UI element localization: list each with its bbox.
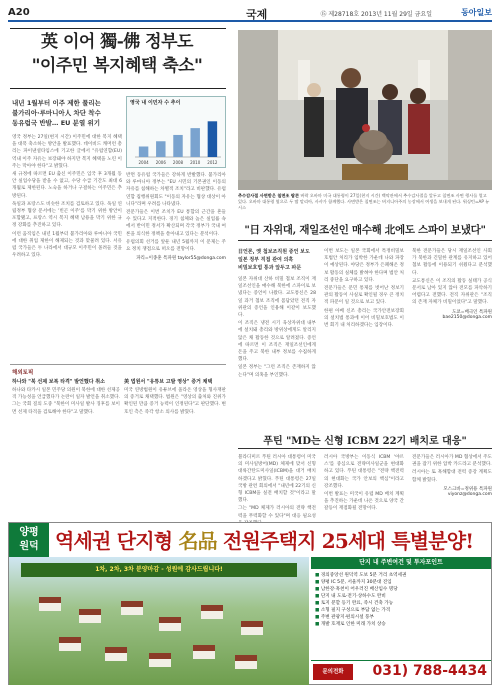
ad-title <box>55 525 487 555</box>
paragraph: 전문가들은 이번 조치가 EU 통합의 근간을 흔들 수 있다고 지적한다. 경기 침체와 높은 실업률 속에서 반이민 정서가 확산되며 각국 정부가 국내 여론을 의식한 정책을 쏟아내고 있다는 분석이다. <box>126 210 226 237</box>
paragraph: 전문가들은 문민 통제를 벗어난 정보기관의 활동이 사실로 확인될 경우 큰 정치적 파문이 일 것으로 보고 있다. <box>324 286 404 306</box>
paragraph: 이번 발표는 미국이 유럽 MD 배치 계획을 추진하는 가운데 나온 것으로 양국 간 갈등이 재점화될 전망이다. <box>324 492 404 512</box>
house-icon <box>39 597 61 611</box>
house-icon <box>105 647 127 661</box>
article2-col2 <box>324 248 404 426</box>
brief-headline: 美 법원서 "유튜브 고발 영상" 증거 채택 <box>124 379 213 385</box>
chart-tick-label: 2004 <box>138 160 149 165</box>
section-title: 국제 <box>246 8 268 21</box>
ad-badge: 양평 원덕 <box>9 523 49 557</box>
house-icon <box>235 655 257 669</box>
house-icon <box>149 653 171 667</box>
photo-image <box>238 30 492 190</box>
article2-col3 <box>412 248 492 426</box>
chart-bar <box>173 135 182 157</box>
byline: 도쿄=배극인 특파원 bae2150@donga.com <box>442 309 492 320</box>
list-item: ■ 양평 IC 5분, 서울까지 30분대 진입 <box>315 579 487 586</box>
house-icon <box>241 621 263 635</box>
divider <box>238 240 492 241</box>
paragraph: 영국 정부는 27일(현지 시간) 이주민에 대한 복지 혜택을 대폭 축소하는 방안을 발표했다. 데이비드 캐머런 총리는 파이낸셜타임스에 기고한 글에서 "유럽연합(EU) 역내 이주 자유는 보장돼야 하지만 복지 혜택을 노린 이주는 막아야 한다"고 밝혔다. <box>12 135 122 169</box>
ad-title-part: 전원주택지 25세대 특별분양! <box>216 529 474 553</box>
article3-col2 <box>324 454 404 516</box>
paragraph: 이 조직은 냉전 시기 육상자위대 내부에 설치돼 총리와 방위상에게도 알리지 않은 채 활동한 것으로 알려졌다. 증언에 따르면 이 조직은 재일조선인에게 돈을 주고 북한 내부 정보를 수집하게 했다. <box>238 321 316 363</box>
article2-col1 <box>238 276 316 426</box>
list-item: ■ 단지 내 도로·전기·상하수도 완비 <box>315 593 487 600</box>
list-item: ■ 남한강·흑천이 어우러진 배산임수 명당 <box>315 586 487 593</box>
paragraph: 일본 정부는 "그런 조직은 존재하지 않는다"며 의혹을 부인했다. <box>238 365 316 378</box>
paragraph: 이런 움직임은 내년 1월부터 불가리아와 루마니아 국민에 대한 취업 제한이 해제되는 것과 맞물려 있다. 서유럽 국가들은 두 나라에서 대규모 이주민이 몰려들 것을 우려하고 있다. <box>12 231 122 259</box>
contact-label: 문의전화 <box>313 664 353 680</box>
paragraph: 북한 전문가들은 당시 재일조선인 사회가 북한과 긴밀한 관계를 유지하고 있어 첩보 활동에 이용되기 쉬웠다고 분석했다. <box>412 249 492 276</box>
brief-section-title: 해외토픽 <box>12 370 34 376</box>
subhead-line: 일본 정부 직접 관여 의혹 <box>238 257 294 263</box>
house-icon <box>201 605 223 619</box>
caption-title: 추수감사절 사면받은 칠면조 팝콘 <box>238 193 300 198</box>
paragraph: 블라디미르 푸틴 러시아 대통령이 미국의 미사일방어(MD) 체제에 맞서 신형 대륙간탄도미사일(ICBM)을 대거 배치하겠다고 밝혔다. 푸틴 대통령은 27일 국방 관련 회의에서 "내년에 22기의 신형 ICBM을 실전 배치할 것"이라고 말했다. <box>238 455 316 504</box>
ad-scene-image <box>9 557 309 685</box>
caption-body: 버락 오바마 미국 대통령이 27일(현지 시간) 백악관에서 추수감사절을 앞두고 칠면조 사면 행사를 열고 있다. 오바마 대통령 옆으로 두 딸 말리아, 사샤가 함께했다. 사면받은 칠면조는 버지니아주의 농장에서 여생을 보내게 된다. 워싱턴=AP 뉴시스 <box>238 193 490 210</box>
chart-bar <box>190 128 199 157</box>
news-photo <box>238 30 492 190</box>
brief-item2 <box>124 378 226 514</box>
subhead-line: 내년 1월부터 이주 제한 풀리는 <box>12 99 101 107</box>
paragraph: 일본 자위대 산하 비밀 첩보 조직이 재일조선인을 매수해 북한에 스파이로 보냈다는 증언이 나왔다. 교도통신은 28일 과거 첩보 조직에 몸담았던 전직 자위관의 증언을 인용해 이같이 보도했다. <box>238 277 316 319</box>
chart-bar <box>156 141 165 157</box>
paragraph: 하나와 타카시 일본 민주당 의원이 북한에 대한 선제공격 가능성을 언급했다가 논란이 일자 발언을 취소했다. 그는 국회 질의 도중 "북한이 미사일 발사 징후를 보이면 선제 타격을 검토해야 한다"고 말했다. <box>12 388 120 415</box>
paragraph: 교도통신은 이 조직의 활동 실태가 공식 문서로 남아 있지 않아 전모를 파악하기 어렵다고 전했다. 전직 자위관은 "조직의 존재 자체가 비밀이었다"고 말했다. <box>412 278 492 306</box>
paragraph: 러시아 국방부는 이동식 ICBM '야르스'를 중심으로 전략미사일군을 현대화하고 있다. 푸틴 대통령은 "전략 핵전력의 현대화는 국가 안보의 핵심"이라고 강조했다. <box>324 455 404 489</box>
list-item: ■ 개발 호재로 인한 미래 가치 상승 <box>315 621 487 628</box>
ad-title-gold: 名品 <box>178 529 217 553</box>
chart-tick-label: 2008 <box>172 160 184 165</box>
house-icon <box>193 645 215 659</box>
ad-feature-list <box>311 569 491 631</box>
byline: 파리=이종훈 특파원 taylor55@donga.com <box>136 256 226 262</box>
subhead-line: 불가리아·루마니아人 차단 착수 <box>12 109 101 117</box>
list-item: ■ 주변 관광지·편의시설 풍부 <box>315 614 487 621</box>
ad-title-part: 역세권 단지형 <box>55 529 179 553</box>
article2-subhead <box>238 248 316 272</box>
immigration-chart <box>126 96 226 168</box>
ad-panel-title: 단지 내 주변여건 및 투자포인트 <box>311 557 491 569</box>
list-item: ■ 경의중앙선 원덕역 도보 5분 거리 초역세권 <box>315 572 487 579</box>
paragraph: 미국 연방법원이 유튜브에 올라온 영상을 형사재판의 증거로 채택했다. 법원은 "영상의 출처와 진위가 확인된 만큼 증거 능력이 인정된다"고 판단했다. 변호인 측은 즉각 항소 의사를 밝혔다. <box>124 388 226 415</box>
page-number: A20 <box>8 7 30 18</box>
chart-tick-label: 2010 <box>190 160 201 165</box>
paragraph: 유럽의회 선거를 앞둔 내년 5월까지 이 문제는 주요 정치 쟁점으로 떠오를 전망이다. <box>126 239 226 253</box>
paragraph: 이번 보도는 일본 국회에서 특정비밀보호법안 처리가 임박한 가운데 나와 파장이 예상된다. 야당은 정부가 은폐해온 정보 활동의 실체를 밝혀야 한다며 법안 처리 중단을 요구하고 있다. <box>324 249 404 283</box>
byline: 모스크바=정위용 특파원 viyonz@donga.com <box>443 486 492 497</box>
list-item: ■ 소형 필지 구성으로 부담 없는 가격 <box>315 607 487 614</box>
chart-bar <box>139 147 148 158</box>
main-headline-line1: 英 이어 獨-佛 정부도 <box>41 32 193 52</box>
brief-item1 <box>12 378 120 514</box>
divider <box>10 88 226 89</box>
article3-col1 <box>238 454 316 519</box>
divider <box>238 448 492 449</box>
list-item: ■ 토지 분할 등기 완료, 즉시 건축 가능 <box>315 600 487 607</box>
chart-bar <box>208 121 217 157</box>
article3-headline: 푸틴 "MD는 신형 ICBM 22기 배치로 대응" <box>263 436 467 447</box>
chart-title: 영국 내 이민자 수 추이 <box>130 100 181 106</box>
paragraph: 새 규정에 따르면 EU 출신 이주민은 입국 후 3개월 동안 실업수당을 받을 수 없고, 수당 수급 기간도 최대 6개월로 제한된다. 노숙을 하거나 구걸하는 이주민은 추방된다. <box>12 172 122 199</box>
real-estate-ad[interactable] <box>8 522 492 685</box>
house-icon <box>59 637 81 651</box>
paragraph: 반면 동유럽 국가들은 강하게 반발했다. 불가리아와 루마니아 정부는 "EU 시민의 기본권인 이동의 자유를 침해하는 차별적 조치"라고 비판했다. 유럽연합 집행위원회도 "이동의 자유는 협상 대상이 아니다"라며 우려를 나타냈다. <box>126 173 226 207</box>
paragraph: 한편 아베 신조 총리는 국가안전보장회의 설치법 통과에 이어 비밀보호법도 이번 회기 내 처리하겠다는 입장이다. <box>324 308 404 329</box>
divider <box>10 28 226 29</box>
divider <box>10 364 226 365</box>
paragraph: 전문가들은 러시아가 MD 협상에서 주도권을 잡기 위한 압박 카드라고 분석했다. <box>412 455 492 468</box>
ad-banner: 1차, 2차, 3차 분양마감 - 성원에 감사드립니다! <box>21 563 297 577</box>
page-header <box>8 6 492 22</box>
house-icon <box>159 617 181 631</box>
main-subhead <box>12 98 122 128</box>
article3-col3 <box>412 454 492 516</box>
subhead-line: 동유럽국 반발… EU 분열 위기 <box>12 119 101 127</box>
subhead-line: 비밀보호법 통과 앞두고 파문 <box>238 265 302 271</box>
ad-contact <box>311 660 491 682</box>
paragraph: 러시아는 또 흑해함대 전력 증강 계획도 함께 밝혔다. <box>412 470 492 483</box>
main-headline-line2: "이주민 복지혜택 축소" <box>31 56 203 76</box>
chart-canvas <box>127 111 227 167</box>
issue-meta: ⑮ 제28718호 2013년 11월 29일 금요일 <box>320 11 432 18</box>
house-icon <box>121 601 143 615</box>
brief-headline: 하나와 "북 선제 보복 타격" 발언했다 취소 <box>12 379 105 385</box>
paragraph: 독일과 프랑스도 비슷한 조치를 검토하고 있다. 독일 연립정부 협상 문서에는 '빈곤 이주'를 막기 위한 방안이 포함됐고, 프랑스 역시 복지 혜택 남용을 막기 위한 규정 강화를 추진하고 있다. <box>12 201 122 229</box>
house-icon <box>79 609 101 623</box>
subhead-line: 日언론, 옛 첩보조직원 증언 보도 <box>238 249 310 255</box>
paragraph: 그는 "MD 체제가 러시아의 전략 핵전력을 무력화할 수 있다"며 대응 필요성 <box>238 506 316 519</box>
article2-headline: "日 자위대, 재일조선인 매수해 北에도 스파이 보냈다" <box>244 224 486 236</box>
contact-phone[interactable]: 031) 788-4434 <box>372 663 487 679</box>
chart-tick-label: 2006 <box>155 160 166 165</box>
photo-caption <box>238 193 492 211</box>
chart-tick-label: 2012 <box>207 160 218 165</box>
newspaper-logo: 동아일보 <box>461 7 492 17</box>
